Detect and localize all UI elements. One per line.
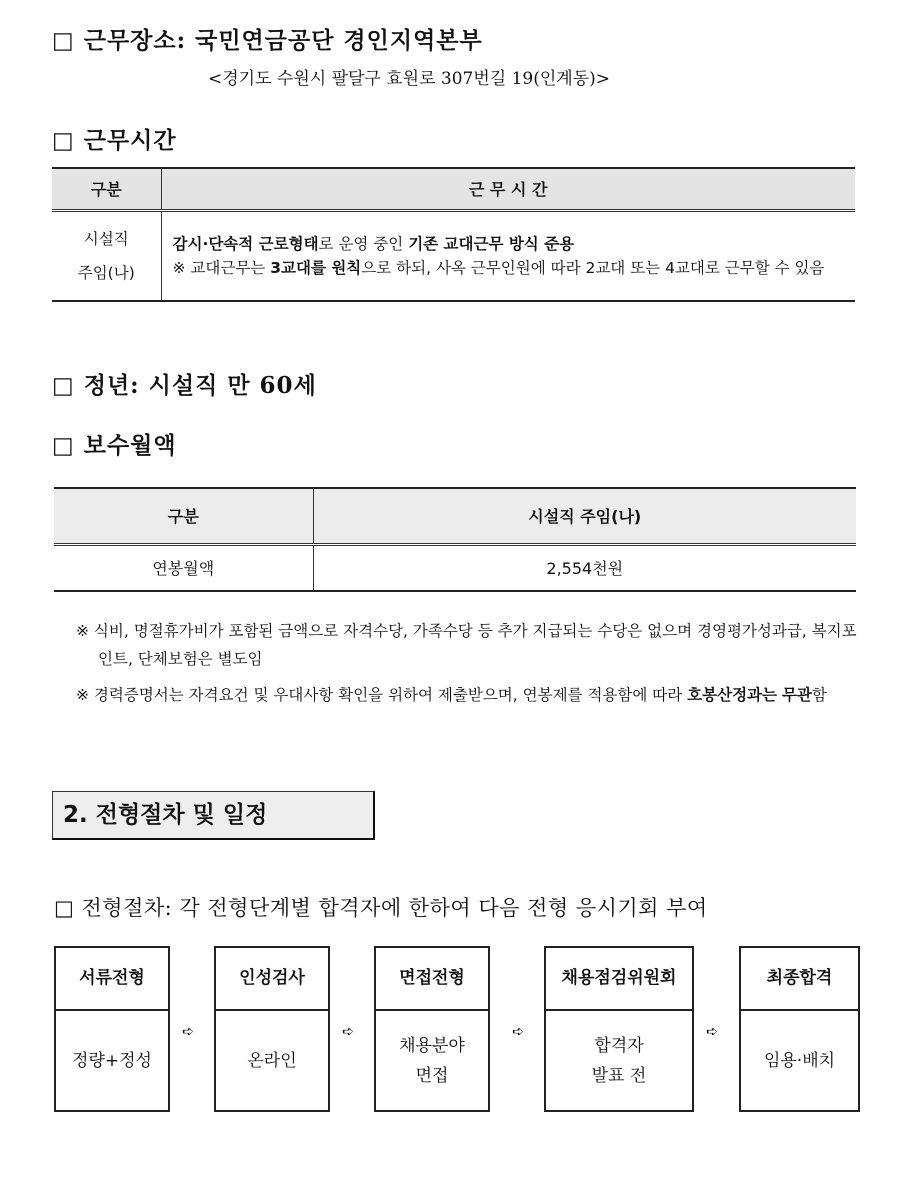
work-hours-main-line (173, 232, 844, 256)
step-detail: 채용분야 면접 (399, 1035, 465, 1086)
step-detail: 임용·배치 (763, 1050, 836, 1071)
table-header-row (54, 488, 856, 544)
process-description: □ 전형절차: 각 전형단계별 합격자에 한하여 다음 전형 응시기회 부여 (54, 896, 708, 920)
note-text: 으로 하되, 사옥 근무인원에 따라 2교대 또는 4교대로 근무할 수 있음 (361, 258, 825, 277)
work-hours-description (161, 210, 855, 301)
header-position: 시설직 주임(나) (313, 488, 856, 544)
section-2-title: 2. 전형절차 및 일정 (52, 791, 375, 840)
process-flow (54, 946, 860, 1112)
header-category: 구분 (52, 168, 161, 210)
table-row (54, 544, 856, 591)
salary-row-value: 2,554천원 (546, 559, 624, 579)
work-place-heading: □ 근무장소: 국민연금공단 경인지역본부 (52, 27, 483, 54)
process-step (544, 946, 694, 1112)
step-title: 최종합격 (741, 948, 858, 1011)
salary-notes (76, 617, 862, 717)
note-bold: 3교대를 원칙 (270, 258, 362, 277)
row-label-line2: 주임(나) (77, 263, 135, 282)
arrow-right-icon: ➪ (182, 1024, 194, 1040)
note-prefix: ※ 교대근무는 (172, 258, 271, 277)
step-detail: 합격자 발표 전 (591, 1035, 647, 1086)
salary-heading: □ 보수월액 (52, 432, 177, 459)
process-step (54, 946, 170, 1112)
note-2 (76, 681, 862, 709)
table-header-row (52, 168, 855, 210)
desc-bold-2: 기존 교대근무 방식 준용 (408, 234, 575, 253)
header-category: 구분 (54, 488, 313, 544)
step-title: 서류전형 (56, 948, 168, 1011)
note-2-text: ※ 경력증명서는 자격요건 및 우대사항 확인을 위하여 제출받으며, 연봉제를 적용함에 따라 (76, 686, 688, 704)
step-title: 인성검사 (216, 948, 328, 1011)
row-label (52, 210, 161, 301)
step-title: 채용점검위원회 (546, 948, 692, 1011)
work-place-address: <경기도 수원시 팔달구 효원로 307번길 19(인계동)> (208, 69, 611, 89)
arrow-right-icon: ➪ (512, 1024, 524, 1040)
header-work-hours: 근 무 시 간 (161, 168, 855, 210)
step-detail: 온라인 (247, 1050, 297, 1071)
note-2-bold-1: 호봉산정과는 (687, 686, 777, 704)
process-step (214, 946, 330, 1112)
salary-row-label: 연봉월액 (54, 544, 313, 591)
work-hours-note (173, 256, 844, 280)
step-detail: 정량+정성 (72, 1050, 152, 1071)
step-title: 면접전형 (376, 948, 488, 1011)
note-2-end: 함 (811, 686, 827, 704)
desc-text-1: 로 운영 중인 (318, 234, 409, 253)
work-hours-table (52, 167, 855, 302)
work-hours-heading: □ 근무시간 (52, 127, 177, 154)
desc-bold-1: 감시·단속적 근로형태 (172, 234, 319, 253)
salary-table (54, 487, 856, 592)
row-label-line1: 시설직 (83, 229, 129, 248)
retirement-heading: □ 정년: 시설직 만 60세 (52, 372, 317, 399)
note-1: ※ 식비, 명절휴가비가 포함된 금액으로 자격수당, 가족수당 등 추가 지급되는 수당은 없으며 경영평가성과급, 복지포인트, 단체보험은 별도임 (76, 622, 857, 668)
process-step (374, 946, 490, 1112)
process-step (739, 946, 860, 1112)
note-2-bold-2: 무관 (781, 686, 812, 704)
arrow-right-icon: ➪ (706, 1024, 718, 1040)
table-row (52, 210, 855, 301)
arrow-right-icon: ➪ (342, 1024, 354, 1040)
